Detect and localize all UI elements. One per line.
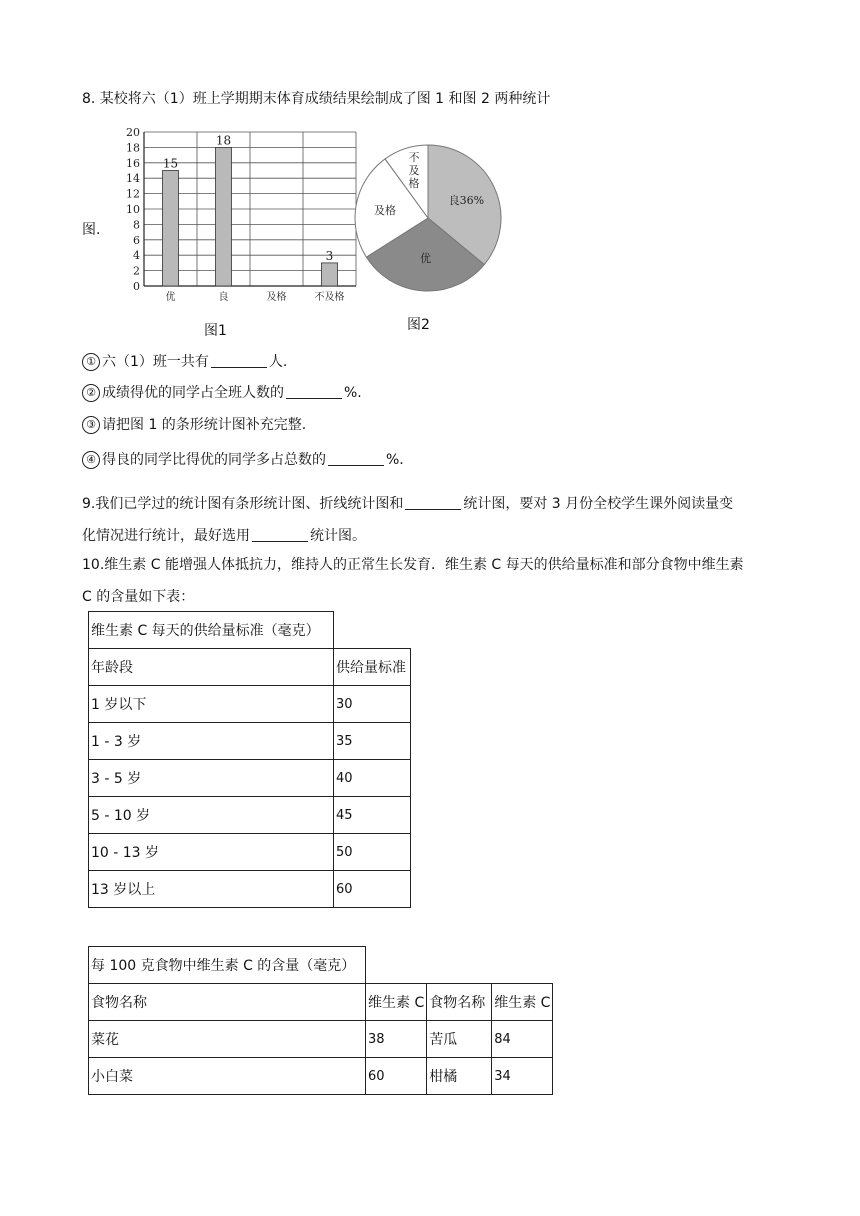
x-tick-label: 及格: [266, 292, 287, 303]
bar-value-label: 18: [215, 133, 232, 148]
table-row: 小白菜 60 柑橘 34: [89, 1058, 553, 1095]
table-title: 维生素 C 每天的供给量标准（毫克）: [89, 612, 334, 649]
bar-value-label: 15: [162, 156, 179, 171]
figure-2-caption: 图2: [407, 317, 430, 333]
question-8-figures: [82, 122, 802, 342]
question-8-sub-1: ① 六（1）班一共有 人.: [82, 351, 287, 373]
y-tick-label: 8: [133, 218, 140, 232]
pie-slice-label: 及格: [373, 203, 396, 217]
question-8-stem-tail: 图.: [82, 222, 101, 238]
pie-slice-label: 良36%: [448, 193, 485, 207]
y-tick-label: 6: [133, 233, 140, 247]
question-10-line-1: 10.维生素 C 能增强人体抵抗力，维持人的正常生长发育．维生素 C 每天的供给量标准和部分食物中维生素: [82, 557, 744, 573]
pie-slice-label: 不及格: [408, 150, 420, 190]
question-8-stem: 8. 某校将六（1）班上学期期末体育成绩结果绘制成了图 1 和图 2 两种统计: [82, 91, 551, 107]
y-tick-label: 16: [126, 156, 140, 170]
circled-number-2: ②: [82, 384, 100, 402]
x-tick-label: 优: [165, 292, 176, 303]
x-tick-label: 不及格: [314, 292, 345, 303]
answer-blank[interactable]: [252, 527, 308, 542]
y-tick-label: 0: [133, 280, 140, 293]
food-vitamin-c-table: [88, 946, 553, 1095]
table-row: 1 岁以下 30: [89, 686, 411, 723]
answer-blank[interactable]: [328, 451, 384, 466]
y-tick-label: 12: [126, 187, 140, 201]
circled-number-1: ①: [82, 353, 100, 371]
bar-value-label: 3: [325, 248, 334, 263]
bar-chart-figure-1: [118, 122, 358, 312]
y-tick-label: 18: [126, 141, 140, 155]
table-row: 5 - 10 岁 45: [89, 797, 411, 834]
bar: [322, 263, 338, 286]
question-8-sub-4: ④ 得良的同学比得优的同学多占总数的 %.: [82, 449, 404, 471]
table-row: 1 - 3 岁 35: [89, 723, 411, 760]
answer-blank[interactable]: [405, 495, 461, 510]
table-row: 13 岁以上 60: [89, 871, 411, 908]
question-10-line-2: C 的含量如下表：: [82, 589, 195, 605]
vitamin-c-requirement-table: [88, 611, 411, 908]
pie-chart-figure-2: [350, 140, 506, 296]
answer-blank[interactable]: [211, 353, 267, 368]
table-header-cell: 食物名称: [89, 984, 366, 1021]
table-header-cell: 年龄段: [89, 649, 334, 686]
question-8-sub-2: ② 成绩得优的同学占全班人数的 %.: [82, 382, 362, 404]
table-row: 10 - 13 岁 50: [89, 834, 411, 871]
x-tick-label: 良: [218, 292, 229, 303]
y-tick-label: 2: [133, 264, 140, 278]
table-header-cell: 维生素 C: [492, 984, 553, 1021]
question-8-sub-3: ③ 请把图 1 的条形统计图补充完整.: [82, 414, 306, 436]
y-tick-label: 10: [126, 203, 140, 216]
bar: [216, 147, 232, 286]
y-tick-label: 14: [126, 172, 140, 186]
bar: [163, 171, 179, 287]
question-9: 9.我们已学过的统计图有条形统计图、折线统计图和 统计图，要对 3 月份全校学生课外阅读量变 化情况进行统计，最好选用 统计图。: [82, 496, 734, 544]
y-tick-label: 20: [126, 126, 140, 139]
table-header-cell: 维生素 C: [366, 984, 427, 1021]
table-row: 菜花 38 苦瓜 84: [89, 1021, 553, 1058]
circled-number-4: ④: [82, 451, 100, 469]
table-row: 3 - 5 岁 40: [89, 760, 411, 797]
circled-number-3: ③: [82, 416, 100, 434]
answer-blank[interactable]: [286, 384, 342, 399]
pie-slice-label: 优: [419, 252, 431, 266]
table-header-cell: 供给量标准: [334, 649, 411, 686]
table-title: 每 100 克食物中维生素 C 的含量（毫克）: [89, 947, 366, 984]
table-header-cell: 食物名称: [427, 984, 492, 1021]
y-tick-label: 4: [133, 249, 140, 263]
figure-1-caption: 图1: [204, 323, 227, 339]
question-10: [82, 549, 782, 613]
